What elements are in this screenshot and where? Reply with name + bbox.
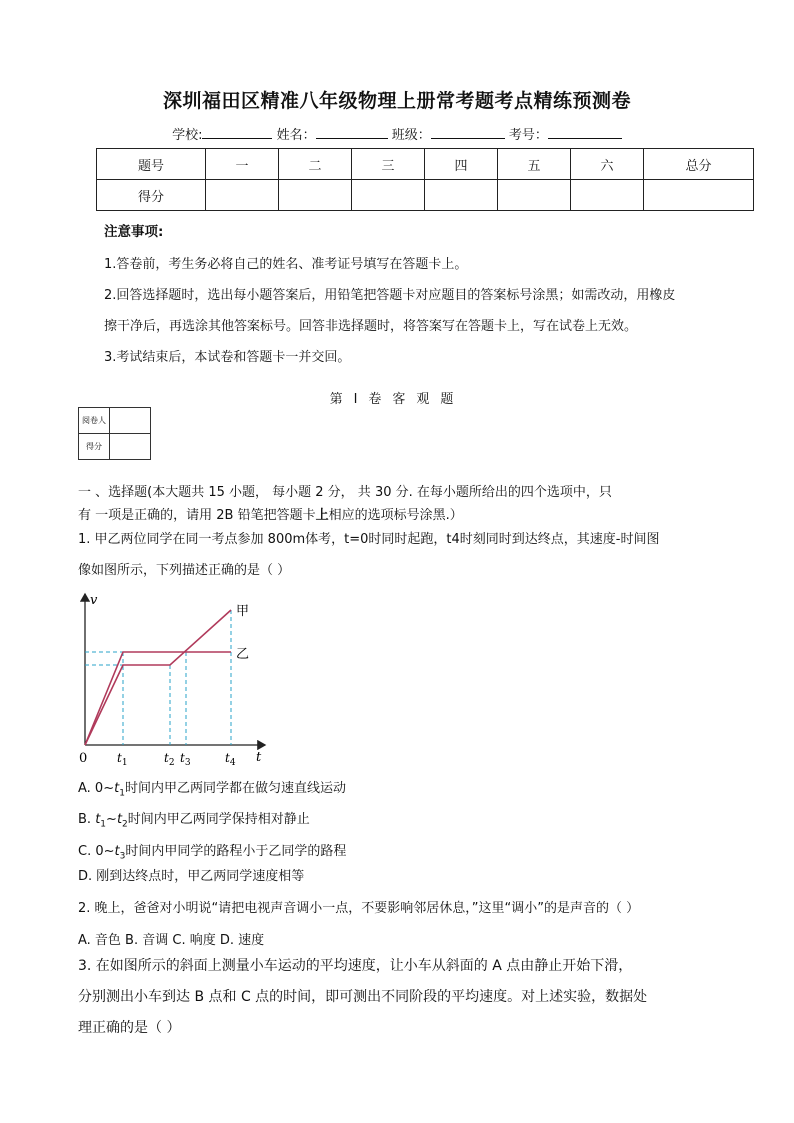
grader-cell[interactable] xyxy=(110,408,151,434)
option-text: 时间内甲同学的路程小于乙同学的路程 xyxy=(125,844,347,859)
q2-stem: 2. 晚上，爸爸对小明说“请把电视声音调小一点，不要影响邻居休息，”这里“调小”的是声音的（ ） xyxy=(78,901,640,916)
series-line-jia xyxy=(85,610,231,745)
notes-heading: 注意事项: xyxy=(104,224,164,240)
option-sub: 3 xyxy=(119,851,126,862)
option-var: t xyxy=(114,844,120,859)
grader-label: 阅卷人 xyxy=(79,408,110,434)
score-cell[interactable] xyxy=(644,180,754,211)
class-blank[interactable] xyxy=(431,126,505,139)
part1-text: 相应的选项标号涂黑.） xyxy=(328,508,463,523)
x-tick-label-t4: $t_4$ xyxy=(225,751,236,768)
score-header-cell: 六 xyxy=(571,149,644,180)
grader-score-cell[interactable] xyxy=(110,434,151,460)
grader-score-label: 得分 xyxy=(79,434,110,460)
score-header-cell: 题号 xyxy=(97,149,206,180)
score-row-label: 得分 xyxy=(97,180,206,211)
x-tick-label-t1: $t_1$ xyxy=(117,751,128,768)
velocity-time-chart xyxy=(70,588,275,770)
series-label-jia: 甲 xyxy=(236,604,250,619)
q3-stem-line-2: 分别测出小车到达 B 点和 C 点的时间，即可测出不同阶段的平均速度。对上述实验，数据处 xyxy=(78,989,648,1005)
option-text: A. 0~ xyxy=(78,781,115,796)
score-table-header-row xyxy=(97,149,754,180)
score-header-cell: 总分 xyxy=(644,149,754,180)
score-cell[interactable] xyxy=(206,180,279,211)
option-text: 时间内甲乙两同学保持相对静止 xyxy=(127,812,310,827)
q1-option-c[interactable] xyxy=(78,840,346,862)
option-var: t xyxy=(114,781,120,796)
page-title: 深圳福田区精准八年级物理上册常考题考点精练预测卷 xyxy=(162,90,631,112)
x-axis-label: t xyxy=(256,750,262,765)
option-text: 时间内甲乙两同学都在做匀速直线运动 xyxy=(124,781,346,796)
option-sub: 1 xyxy=(100,819,107,830)
name-label: 姓名： xyxy=(276,128,316,143)
section-title: 第Ⅰ卷客观题 xyxy=(329,392,465,407)
q1-option-b[interactable] xyxy=(78,808,310,830)
option-text: B. xyxy=(78,812,96,827)
x-tick-label-t2: $t_2$ xyxy=(164,751,175,768)
score-cell[interactable] xyxy=(571,180,644,211)
option-var: t xyxy=(95,812,101,827)
origin-label: 0 xyxy=(79,751,88,766)
option-tilde: ~ xyxy=(106,812,117,827)
x-tick-label-t3: $t_3$ xyxy=(180,751,191,768)
q1-option-a[interactable] xyxy=(78,777,346,799)
score-header-cell: 五 xyxy=(498,149,571,180)
note-item-2-line-1: 2.回答选择题时，选出每小题答案后，用铅笔把答题卡对应题目的答案标号涂黑；如需改动，用橡皮 xyxy=(104,288,676,303)
score-header-cell: 二 xyxy=(279,149,352,180)
student-info-line xyxy=(0,124,794,143)
score-cell[interactable] xyxy=(279,180,352,211)
score-cell[interactable] xyxy=(352,180,425,211)
number-label: 考号： xyxy=(508,128,548,143)
score-header-cell: 一 xyxy=(206,149,279,180)
part1-instructions-line-2 xyxy=(78,504,463,523)
score-cell[interactable] xyxy=(498,180,571,211)
score-header-cell: 三 xyxy=(352,149,425,180)
grader-box xyxy=(78,407,151,460)
score-table xyxy=(96,148,754,211)
part1-text: 有 一项是正确的，请用 2B 铅笔把答题卡 xyxy=(78,508,316,523)
option-var: t xyxy=(116,812,123,827)
q1-option-d[interactable]: D. 刚到达终点时，甲乙两同学速度相等 xyxy=(78,869,305,884)
school-blank[interactable] xyxy=(202,126,272,139)
note-item-3: 3.考试结束后，本试卷和答题卡一并交回。 xyxy=(104,350,351,365)
q3-stem-line-1: 3. 在如图所示的斜面上测量小车运动的平均速度，让小车从斜面的 A 点由静止开始下滑， xyxy=(78,958,633,974)
score-cell[interactable] xyxy=(425,180,498,211)
score-header-cell: 四 xyxy=(425,149,498,180)
q1-stem-line-1: 1. 甲乙两位同学在同一考点参加 800m体考，t=0时同时起跑，t4时刻同时到达终点，其速度-时间图 xyxy=(78,532,660,547)
school-label: 学校: xyxy=(172,128,203,143)
option-sub: 2 xyxy=(122,819,128,830)
option-text: C. 0~ xyxy=(78,844,115,859)
y-axis-label: v xyxy=(90,593,98,608)
q2-options[interactable]: A. 音色 B. 音调 C. 响度 D. 速度 xyxy=(78,933,265,948)
option-sub: 1 xyxy=(119,788,125,799)
q1-stem-line-2: 像如图所示，下列描述正确的是（ ） xyxy=(78,563,291,578)
note-item-1: 1.答卷前，考生务必将自己的姓名、准考证号填写在答题卡上。 xyxy=(104,257,468,272)
score-table-row xyxy=(97,180,754,211)
number-blank[interactable] xyxy=(548,126,622,139)
name-blank[interactable] xyxy=(316,126,388,139)
series-label-yi: 乙 xyxy=(236,647,250,662)
part1-instructions-line-1: 一 、选择题(本大题共 15 小题， 每小题 2 分， 共 30 分. 在每小题所给出的四个选项中，只 xyxy=(78,485,612,500)
part1-text-bold: 上 xyxy=(315,508,329,523)
note-item-2-line-2: 擦干净后，再选涂其他答案标号。回答非选择题时，将答案写在答题卡上，写在试卷上无效。 xyxy=(104,319,638,334)
class-label: 班级： xyxy=(391,128,431,143)
q3-stem-line-3: 理正确的是（ ） xyxy=(78,1020,181,1036)
